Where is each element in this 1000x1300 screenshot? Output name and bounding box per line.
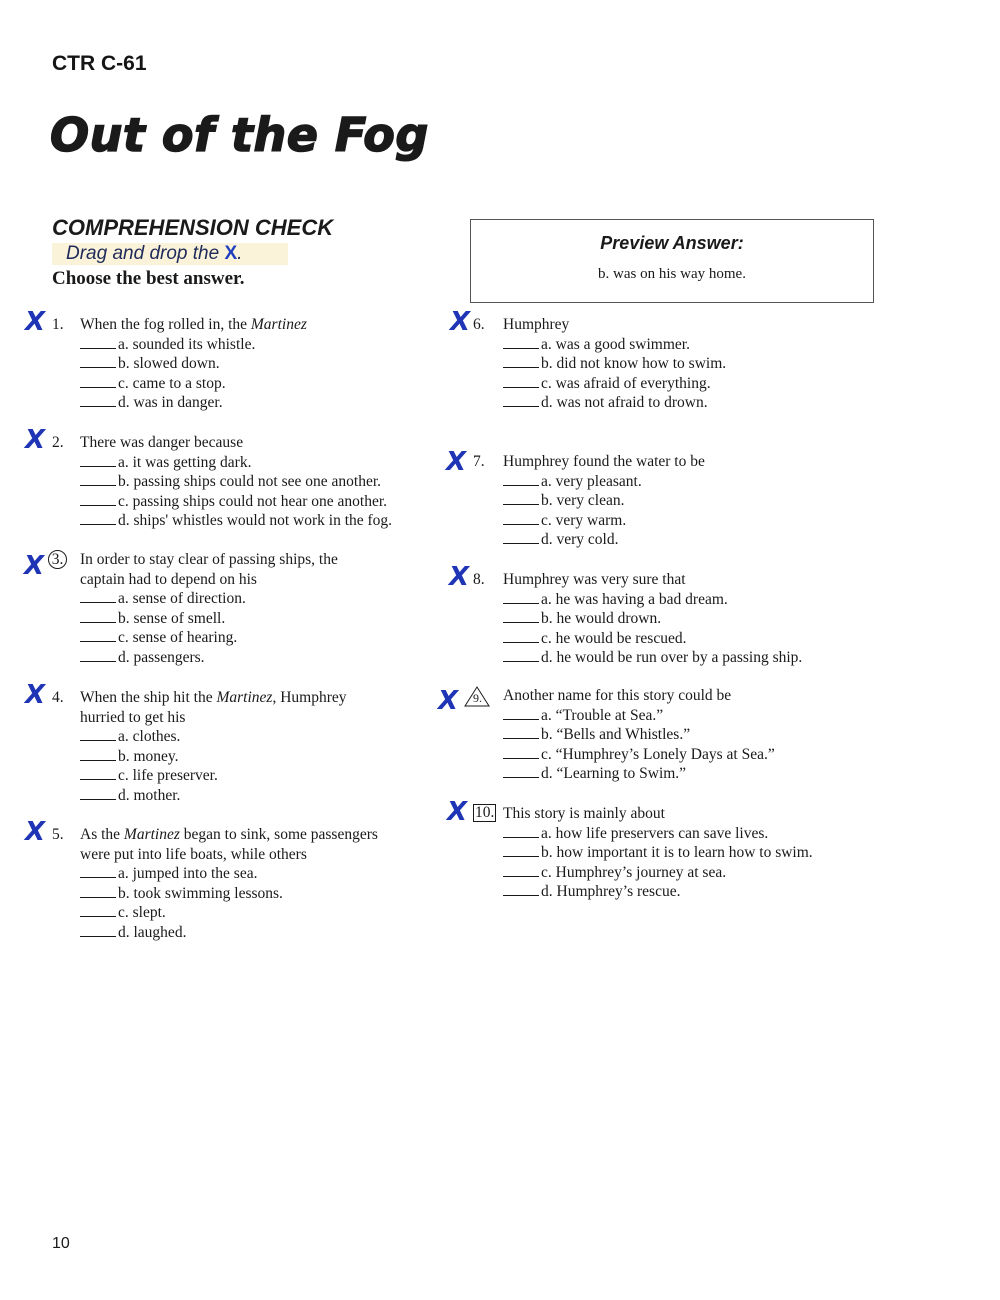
answer-blank[interactable]	[503, 844, 539, 857]
option-d: d. was in danger.	[80, 393, 307, 413]
question-7	[473, 452, 705, 550]
drag-instruction	[52, 243, 288, 265]
question-4	[52, 688, 346, 806]
question-stem: When the fog rolled in, the Martinez	[80, 316, 307, 333]
drag-x-mark-2[interactable]: X	[25, 425, 46, 455]
answer-blank[interactable]	[80, 787, 116, 800]
answer-blank[interactable]	[503, 591, 539, 604]
option-b: b. took swimming lessons.	[80, 884, 378, 904]
question-stem: In order to stay clear of passing ships, the	[80, 551, 338, 568]
page-number: 10	[52, 1235, 70, 1252]
drag-instruction-text: Drag and drop the	[66, 243, 220, 264]
question-number: 1.	[52, 316, 64, 333]
option-a: a. jumped into the sea.	[80, 864, 378, 884]
drag-x-mark-4[interactable]: X	[25, 680, 46, 710]
preview-label: Preview Answer:	[600, 233, 744, 253]
question-stem: Humphrey found the water to be	[503, 453, 705, 470]
option-c: c. slept.	[80, 903, 378, 923]
option-c: c. passing ships could not hear one another.	[80, 492, 392, 512]
answer-blank[interactable]	[80, 924, 116, 937]
option-d: d. “Learning to Swim.”	[503, 764, 775, 784]
option-d: d. Humphrey’s rescue.	[503, 882, 813, 902]
option-a: a. very pleasant.	[503, 472, 705, 492]
answer-blank[interactable]	[80, 454, 116, 467]
answer-blank[interactable]	[80, 512, 116, 525]
option-a: a. how life preservers can save lives.	[503, 824, 813, 844]
option-b: b. passing ships could not see one another.	[80, 472, 392, 492]
question-stem: As the Martinez began to sink, some passengers	[80, 826, 378, 843]
option-a: a. sense of direction.	[80, 589, 338, 609]
option-c: c. “Humphrey’s Lonely Days at Sea.”	[503, 745, 775, 765]
answer-blank[interactable]	[503, 375, 539, 388]
answer-blank[interactable]	[80, 394, 116, 407]
option-a: a. sounded its whistle.	[80, 335, 307, 355]
section-heading: COMPREHENSION CHECK	[52, 215, 334, 240]
option-b: b. very clean.	[503, 491, 705, 511]
option-a: a. was a good swimmer.	[503, 335, 726, 355]
drag-x-mark-5[interactable]: X	[25, 817, 46, 847]
answer-blank[interactable]	[80, 629, 116, 642]
drag-instruction-end: .	[237, 243, 243, 264]
option-b: b. sense of smell.	[80, 609, 338, 629]
answer-blank[interactable]	[80, 865, 116, 878]
option-c: c. Humphrey’s journey at sea.	[503, 863, 813, 883]
option-b: b. did not know how to swim.	[503, 354, 726, 374]
option-c: c. very warm.	[503, 511, 705, 531]
question-2	[52, 433, 392, 531]
drag-x-mark-7[interactable]: X	[446, 447, 467, 477]
answer-blank[interactable]	[503, 492, 539, 505]
page-title: Out of the Fog	[50, 108, 429, 162]
option-b: b. “Bells and Whistles.”	[503, 725, 775, 745]
question-number: 6.	[473, 316, 485, 333]
answer-blank[interactable]	[503, 746, 539, 759]
answer-blank[interactable]	[503, 512, 539, 525]
drag-x-mark-9[interactable]: X	[438, 686, 459, 716]
answer-blank[interactable]	[503, 610, 539, 623]
question-number: 5.	[52, 826, 64, 843]
question-5	[52, 825, 378, 943]
preview-answer-box	[470, 219, 874, 303]
option-a: a. clothes.	[80, 727, 346, 747]
option-c: c. sense of hearing.	[80, 628, 338, 648]
option-d: d. laughed.	[80, 923, 378, 943]
answer-blank[interactable]	[503, 473, 539, 486]
answer-blank[interactable]	[503, 765, 539, 778]
option-a: a. “Trouble at Sea.”	[503, 706, 775, 726]
option-b: b. money.	[80, 747, 346, 767]
option-a: a. it was getting dark.	[80, 453, 392, 473]
worksheet-code: CTR C-61	[52, 52, 147, 75]
option-d: d. was not afraid to drown.	[503, 393, 726, 413]
answer-blank[interactable]	[80, 355, 116, 368]
answer-blank[interactable]	[503, 649, 539, 662]
answer-blank[interactable]	[503, 630, 539, 643]
answer-blank[interactable]	[503, 726, 539, 739]
answer-blank[interactable]	[80, 336, 116, 349]
question-3	[52, 550, 338, 668]
question-stem: This story is mainly about	[503, 805, 665, 822]
preview-value: b. was on his way home.	[598, 266, 746, 282]
option-c: c. came to a stop.	[80, 374, 307, 394]
answer-blank[interactable]	[80, 885, 116, 898]
question-number: 2.	[52, 434, 64, 451]
option-c: c. he would be rescued.	[503, 629, 802, 649]
answer-blank[interactable]	[80, 767, 116, 780]
answer-blank[interactable]	[503, 336, 539, 349]
question-number: 10.	[475, 804, 495, 821]
question-number: 4.	[52, 689, 64, 706]
answer-blank[interactable]	[503, 864, 539, 877]
instructions: Choose the best answer.	[52, 268, 245, 289]
question-stem-cont: hurried to get his	[80, 708, 186, 726]
option-b: b. slowed down.	[80, 354, 307, 374]
question-number-triangle	[464, 686, 490, 706]
question-number: 8.	[473, 571, 485, 588]
answer-blank[interactable]	[80, 748, 116, 761]
question-8	[473, 570, 802, 668]
answer-blank[interactable]	[503, 355, 539, 368]
drag-x-mark-8[interactable]: X	[449, 562, 470, 592]
option-d: d. very cold.	[503, 530, 705, 550]
drag-x-mark-3[interactable]: X	[24, 551, 45, 581]
question-stem: There was danger because	[80, 434, 244, 451]
option-c: c. was afraid of everything.	[503, 374, 726, 394]
answer-blank[interactable]	[503, 825, 539, 838]
question-number: 3.	[48, 550, 67, 569]
drag-x-mark-6[interactable]: X	[450, 307, 471, 337]
answer-blank[interactable]	[503, 394, 539, 407]
answer-blank[interactable]	[80, 590, 116, 603]
question-10	[473, 804, 813, 902]
option-b: b. he would drown.	[503, 609, 802, 629]
option-c: c. life preserver.	[80, 766, 346, 786]
option-a: a. he was having a bad dream.	[503, 590, 802, 610]
question-number: 7.	[473, 453, 485, 470]
question-stem-cont: were put into life boats, while others	[80, 845, 307, 863]
x-mark-icon: X	[224, 243, 238, 264]
option-d: d. mother.	[80, 786, 346, 806]
question-1	[52, 315, 307, 413]
option-b: b. how important it is to learn how to swim.	[503, 843, 813, 863]
drag-x-mark-1[interactable]: X	[25, 307, 46, 337]
option-d: d. he would be run over by a passing ship.	[503, 648, 802, 668]
question-stem: Humphrey was very sure that	[503, 571, 686, 588]
answer-blank[interactable]	[80, 728, 116, 741]
answer-blank[interactable]	[80, 904, 116, 917]
answer-blank[interactable]	[503, 531, 539, 544]
answer-blank[interactable]	[80, 473, 116, 486]
question-9	[464, 686, 775, 784]
answer-blank[interactable]	[80, 375, 116, 388]
answer-blank[interactable]	[80, 493, 116, 506]
question-stem-cont: captain had to depend on his	[80, 570, 257, 588]
question-6	[473, 315, 726, 413]
question-stem: Humphrey	[503, 316, 570, 333]
answer-blank[interactable]	[80, 649, 116, 662]
answer-blank[interactable]	[503, 883, 539, 896]
answer-blank[interactable]	[80, 610, 116, 623]
question-stem: Another name for this story could be	[503, 687, 732, 704]
option-d: d. passengers.	[80, 648, 338, 668]
answer-blank[interactable]	[503, 707, 539, 720]
option-d: d. ships' whistles would not work in the fog.	[80, 511, 392, 531]
question-stem: When the ship hit the Martinez, Humphrey	[80, 689, 347, 706]
question-number: 9.	[473, 691, 482, 705]
drag-x-mark-10[interactable]: X	[447, 797, 468, 827]
